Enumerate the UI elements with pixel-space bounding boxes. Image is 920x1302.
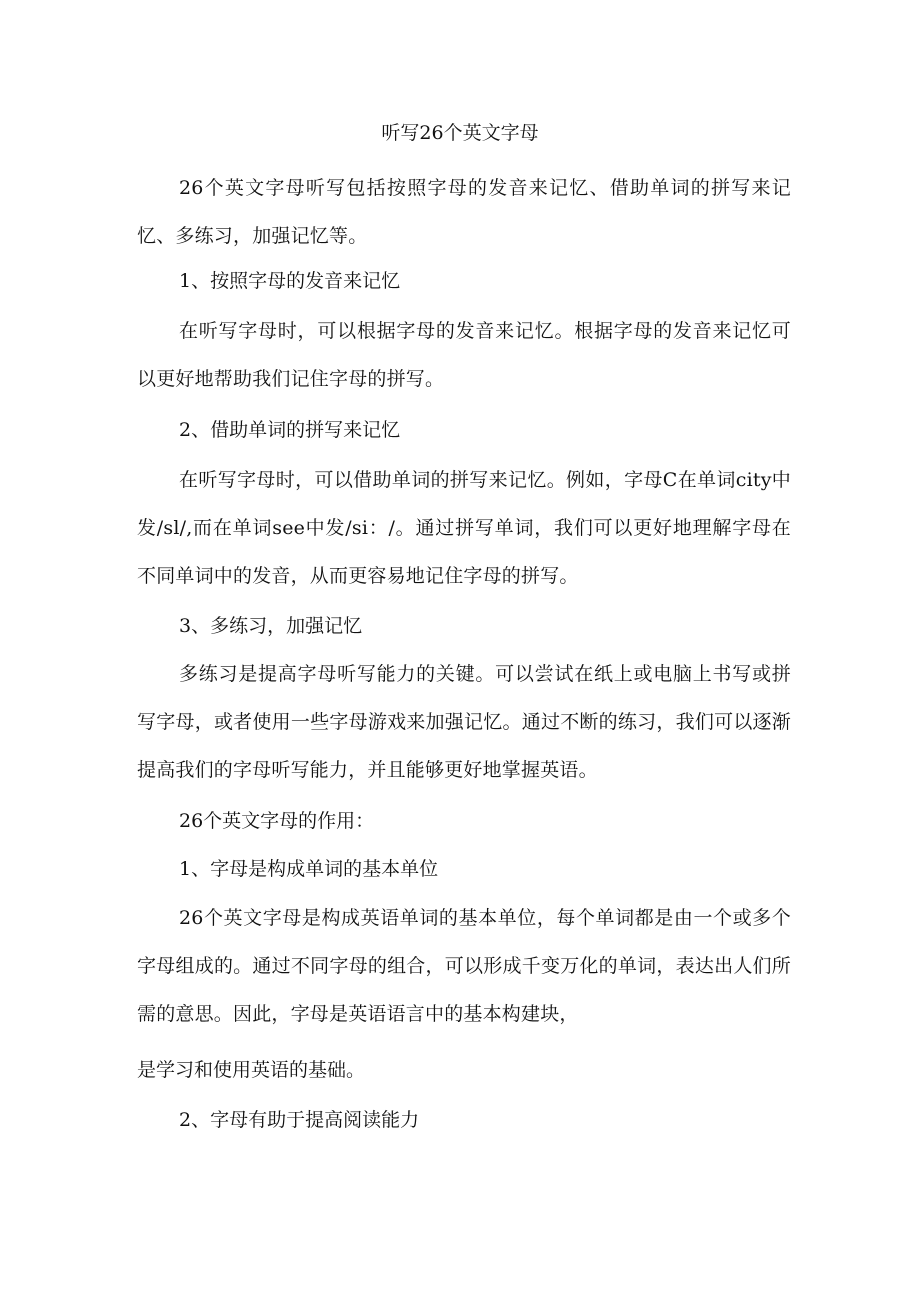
section1-heading: 1、按照字母的发音来记忆 [179,270,401,292]
section3-heading: 3、多练习，加强记忆 [179,615,363,637]
role1-heading: 1、字母是构成单词的基本单位 [179,858,439,880]
role-heading: 26个英文字母的作用： [179,810,375,832]
section2-heading: 2、借助单词的拼写来记忆 [179,419,401,441]
document-title: 听写26个英文字母 [381,122,539,144]
section3-paragraph: 多练习是提高字母听写能力的关键。可以尝试在纸上或电脑上书写或拼写字母，或者使用一些字母游戏来加强记忆。通过不断的练习，我们可以逐渐提高我们的字母听写能力，并且能够更好地掌握英语。 [137,663,791,781]
role1-continuation: 是学习和使用英语的基础。 [137,1059,366,1081]
role1-paragraph: 26个英文字母是构成英语单词的基本单位，每个单词都是由一个或多个字母组成的。通过不同字母的组合，可以形成千变万化的单词，表达出人们所需的意思。因此，字母是英语语言中的基本构建块， [137,907,791,1025]
role2-heading: 2、字母有助于提高阅读能力 [179,1109,420,1131]
section1-paragraph: 在听写字母时，可以根据字母的发音来记忆。根据字母的发音来记忆可以更好地帮助我们记住字母的拼写。 [137,320,791,390]
section2-paragraph: 在听写字母时，可以借助单词的拼写来记忆。例如，字母C在单词city中发/sl/,而在单词see中发/si：/。通过拼写单词，我们可以更好地理解字母在不同单词中的发音，从而更容易地记住字母的拼写。 [137,469,791,587]
intro-paragraph: 26个英文字母听写包括按照字母的发音来记忆、借助单词的拼写来记忆、多练习，加强记忆等。 [137,177,791,247]
